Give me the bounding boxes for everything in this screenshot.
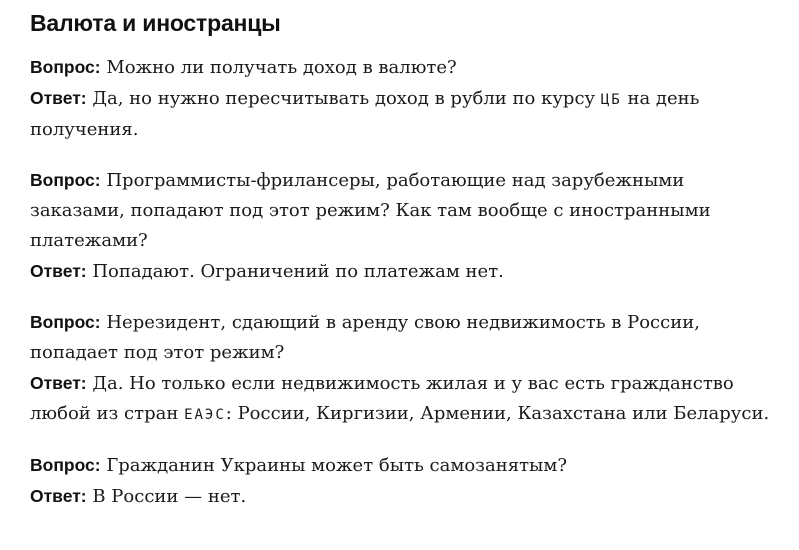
answer-text: Попадают. Ограничений по платежам нет. xyxy=(92,261,504,282)
answer-text-continued: : России, Киргизии, Армении, Казахстана или Беларуси. xyxy=(225,403,770,424)
question-text: Нерезидент, сдающий в аренду свою недвижимость в России, попадает под этот режим? xyxy=(30,312,700,363)
answer-line xyxy=(30,481,770,512)
answer-text: В России — нет. xyxy=(92,486,247,507)
question-text: Программисты-фрилансеры, работающие над зарубежными заказами, попадают под этот режим? Как там вообще с иностранными платежами? xyxy=(30,170,711,251)
abbreviation: ЦБ xyxy=(600,92,622,108)
question-label: Вопрос: xyxy=(30,170,101,190)
question-text: Гражданин Украины может быть самозанятым? xyxy=(106,455,568,476)
faq-item xyxy=(30,450,770,512)
answer-label: Ответ: xyxy=(30,88,87,108)
question-text: Можно ли получать доход в валюте? xyxy=(106,57,457,78)
question-label: Вопрос: xyxy=(30,455,101,475)
answer-label: Ответ: xyxy=(30,486,87,506)
abbreviation: ЕАЭС xyxy=(184,407,226,423)
answer-text-continued: на день получения. xyxy=(30,88,700,140)
faq-item xyxy=(30,165,770,287)
question-line xyxy=(30,307,770,368)
answer-label: Ответ: xyxy=(30,373,87,393)
question-line xyxy=(30,450,770,481)
question-label: Вопрос: xyxy=(30,312,101,332)
answer-text: Да. Но только если недвижимость жилая и у вас есть гражданство любой из стран xyxy=(30,373,734,424)
faq-item xyxy=(30,52,770,145)
article-section xyxy=(30,8,770,532)
question-label: Вопрос: xyxy=(30,57,101,77)
question-line xyxy=(30,165,770,256)
answer-line xyxy=(30,368,770,430)
answer-text: Да, но нужно пересчитывать доход в рубли по курсу xyxy=(92,88,596,109)
section-title: Валюта и иностранцы xyxy=(30,10,281,36)
answer-line xyxy=(30,83,770,145)
faq-item xyxy=(30,307,770,430)
answer-line xyxy=(30,256,770,287)
answer-label: Ответ: xyxy=(30,261,87,281)
question-line xyxy=(30,52,770,83)
